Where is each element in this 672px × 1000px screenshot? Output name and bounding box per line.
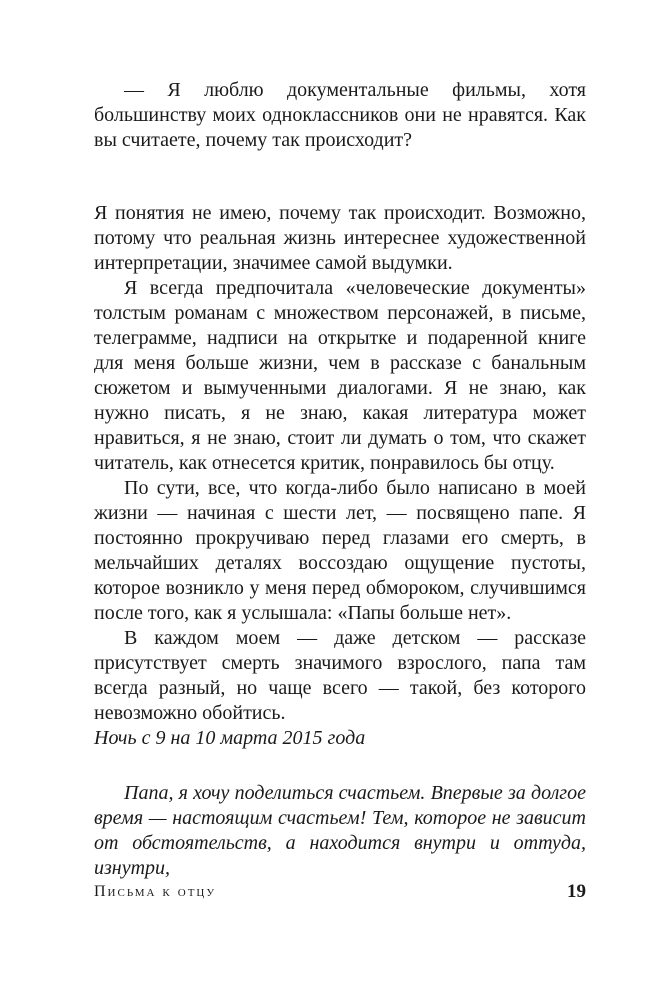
letter-paragraph: Папа, я хочу поделиться счастьем. Впервые за долгое время — настоящим счастьем! Тем, которое не зависит от обстоятельств, а находится внутри и оттуда, изнутри,	[94, 782, 586, 879]
page-footer	[94, 883, 586, 907]
body-paragraph-3: По сути, все, что когда-либо было написано в моей жизни — начиная с шести лет, — посвящено папе. Я постоянно прокручиваю перед глазами его смерть, в мельчайших деталях воссоздаю ощущение пустоты, которое возникло у меня перед обмороком, случившимся после того, как я услышала: «Папы больше нет».	[94, 477, 586, 624]
section-heading: Ночь с 9 на 10 марта 2015 года	[94, 727, 366, 749]
page-body	[94, 78, 586, 881]
body-paragraph-2: Я всегда предпочитала «человеческие документы» толстым романам с множеством персонажей, в письме, телеграмме, надписи на открытке и подаренной книге для меня больше жизни, чем в рассказе с банальным сюжетом и вымученными диалогами. Я не знаю, как нужно писать, я не знаю, какая литература может нравиться, я не знаю, стоит ли думать о том, что скажет читатель, как отнесется критик, понравилось бы отцу.	[94, 277, 586, 474]
body-paragraph-4: В каждом моем — даже детском — рассказе присутствует смерть значимого взрослого, папа там всегда разный, но чаще всего — такой, без которого невозможно обойтись.	[94, 627, 586, 724]
page-number: 19	[567, 881, 586, 902]
dialogue-paragraph: — Я люблю документальные фильмы, хотя большинству моих одноклассников они не нравятся. Как вы считаете, почему так происходит?	[94, 79, 586, 151]
body-paragraph-1: Я понятия не имею, почему так происходит. Возможно, потому что реальная жизнь интереснее художественной интерпретации, значимее самой выдумки.	[94, 202, 586, 274]
running-title: Письма к отцу	[94, 883, 217, 900]
